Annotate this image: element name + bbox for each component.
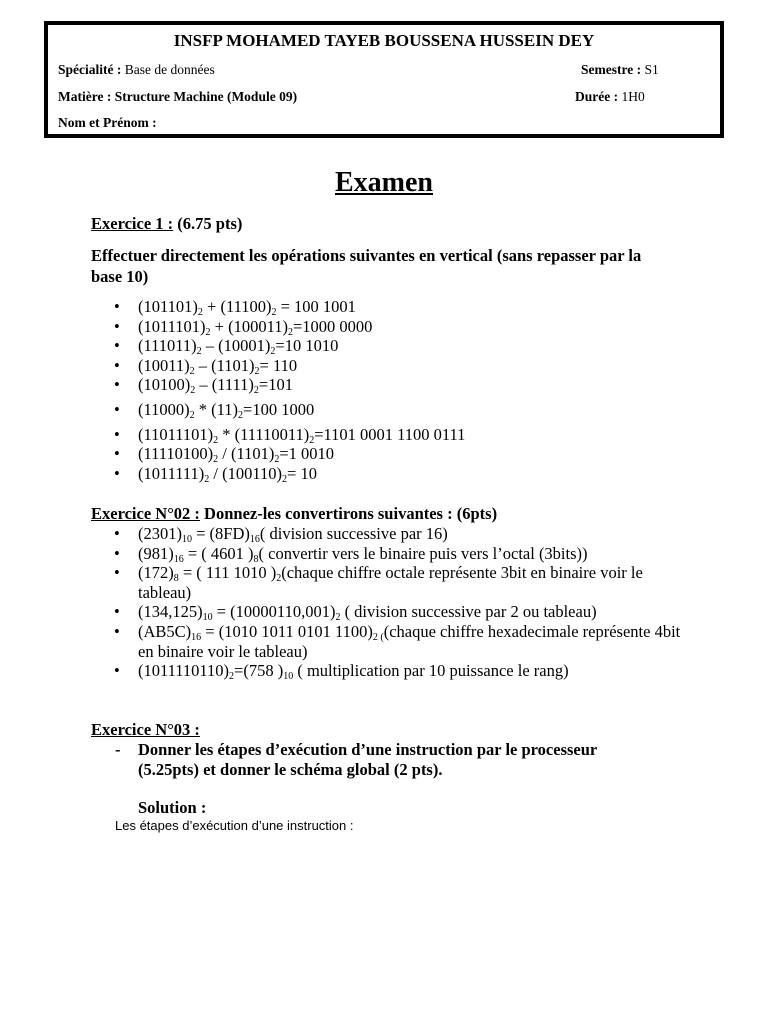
exercise-3-label: Exercice N°03 : xyxy=(91,720,200,739)
expression-part: – (1101) xyxy=(194,355,255,375)
expression-part: =101 xyxy=(258,375,293,395)
expression-part: (chaque chiffre octale représente 3bit en binaire voir le tableau) xyxy=(138,563,643,602)
exercise-1-points: (6.75 pts) xyxy=(173,214,243,233)
base-subscript: 8 xyxy=(253,553,259,565)
expression-part: (1011110110) xyxy=(138,661,230,681)
semestre-line xyxy=(581,62,659,78)
expression-part: – (10001) xyxy=(201,336,271,356)
expression-part: = 110 xyxy=(259,355,298,375)
expression-part: (chaque chiffre hexadecimale représente 4bit en binaire voir le tableau) xyxy=(138,621,681,661)
base-subscript: 2 xyxy=(189,409,195,421)
base-subscript: 16 xyxy=(173,553,184,565)
semestre-value: S1 xyxy=(641,62,659,77)
expression-part: (11110100) xyxy=(138,444,214,464)
base-subscript: 2 xyxy=(190,385,196,397)
semestre-label: Semestre : xyxy=(581,62,642,77)
expression-part: =1101 0001 1100 0111 xyxy=(314,424,466,444)
list-item xyxy=(91,336,691,356)
exercise-1-label: Exercice 1 : xyxy=(91,214,174,233)
expression-part: (134,125) xyxy=(138,602,203,622)
expression-part: = 10 xyxy=(287,463,317,483)
expression-part: = (1010 1011 0101 1100) xyxy=(201,621,373,641)
expression-part: (AB5C) xyxy=(138,621,192,641)
expression-part: ( multiplication par 10 puissance le rang) xyxy=(293,661,569,681)
expression-part: =(758 ) xyxy=(234,661,284,681)
duree-label: Durée : xyxy=(575,89,619,104)
expression-part: (1011101) xyxy=(138,316,206,336)
base-subscript: 16 xyxy=(191,631,202,643)
expression-part: (2301) xyxy=(138,524,182,543)
base-subscript: 2 xyxy=(274,454,280,466)
solution-label: Solution : xyxy=(138,798,207,817)
base-subscript: 2 xyxy=(189,365,195,377)
expression-part: + (100011) xyxy=(210,316,288,336)
expression-part: (10011) xyxy=(138,355,190,375)
list-item xyxy=(91,297,691,317)
expression-part: ( convertir vers le binaire puis vers l’octal (3bits)) xyxy=(258,543,588,563)
specialite-label: Spécialité : xyxy=(58,62,122,77)
list-item xyxy=(91,464,691,484)
expression-part: (11000) xyxy=(138,399,190,419)
list-item xyxy=(91,444,691,464)
base-subscript: 2 xyxy=(213,434,219,446)
exercise-1-instruction: Effectuer directement les opérations suivantes en vertical (sans repasser par la base 10) xyxy=(91,246,642,286)
specialite-value: Base de données xyxy=(121,62,215,77)
exercise-2-title xyxy=(91,504,497,524)
exercise-3-question-text: Donner les étapes d’exécution d’une instruction par le processeur (5.25pts) et donner le schéma global (2 pts). xyxy=(138,740,597,779)
expression-part: – (1111) xyxy=(195,375,254,395)
base-subscript: 2 xyxy=(271,307,277,318)
nom-line xyxy=(58,115,157,131)
exercise-2-rest: Donnez-les convertirons suivantes : (6pts) xyxy=(199,504,498,523)
exercise-2-list xyxy=(91,524,691,681)
expression-part: = ( 111 1010 ) xyxy=(178,563,277,583)
list-item xyxy=(91,524,691,544)
expression-part: (111011) xyxy=(138,336,197,356)
exercise-1-list xyxy=(91,297,691,483)
base-subscript: 10 xyxy=(283,671,294,683)
base-subscript: 10 xyxy=(182,534,192,545)
exercise-2-label: Exercice N°02 : xyxy=(91,504,200,523)
expression-part: =1 0010 xyxy=(279,444,335,464)
list-item xyxy=(91,400,691,420)
base-subscript: 2 xyxy=(197,307,203,318)
base-subscript: 2 xyxy=(196,346,202,358)
base-subscript: 2 xyxy=(282,473,288,485)
expression-part: * (11110011) xyxy=(218,424,310,444)
expression-part: (101101) xyxy=(138,297,198,316)
dash-bullet: - xyxy=(115,740,121,759)
expression-part: (172) xyxy=(138,563,174,583)
base-subscript: 2 xyxy=(270,346,276,358)
expression-part: = ( 4601 ) xyxy=(183,543,254,563)
matiere-line xyxy=(58,89,297,105)
expression-part: = (10000110,001) xyxy=(212,602,336,622)
list-item xyxy=(91,602,691,622)
list-item xyxy=(91,661,691,681)
list-item xyxy=(91,425,691,445)
expression-part: / (1101) xyxy=(218,444,275,464)
expression-part: = 100 1001 xyxy=(276,297,356,316)
base-subscript: 2 xyxy=(287,326,293,338)
expression-part: (1011111) xyxy=(138,463,205,483)
expression-part: * (11) xyxy=(194,399,239,419)
duree-line xyxy=(575,89,645,105)
nom-label: Nom et Prénom : xyxy=(58,115,157,130)
expression-part: = (8FD) xyxy=(192,524,250,543)
page-title: Examen xyxy=(335,167,433,198)
expression-part: (981) xyxy=(138,543,174,563)
base-subscript: 2 ( xyxy=(372,631,384,643)
expression-part: / (100110) xyxy=(209,463,283,483)
base-subscript: 2 xyxy=(238,409,244,421)
list-item xyxy=(91,622,691,661)
exercise-3-title xyxy=(91,720,200,740)
expression-part: ( division successive par 2 ou tableau) xyxy=(340,602,597,622)
expression-part: =100 1000 xyxy=(243,399,315,419)
base-subscript: 2 xyxy=(253,385,259,397)
base-subscript: 2 xyxy=(254,365,260,377)
base-subscript: 2 xyxy=(229,671,235,683)
expression-part: + (11100) xyxy=(202,297,272,316)
etapes-text: Les étapes d’exécution d’une instruction : xyxy=(115,818,354,833)
expression-part: =1000 0000 xyxy=(292,316,373,336)
expression-part: =10 1010 xyxy=(275,336,339,356)
list-item xyxy=(91,544,691,564)
list-item xyxy=(91,356,691,376)
base-subscript: 2 xyxy=(204,473,210,485)
list-item xyxy=(91,375,691,395)
institution-name: INSFP MOHAMED TAYEB BOUSSENA HUSSEIN DEY xyxy=(173,31,595,50)
specialite-line xyxy=(58,62,215,78)
base-subscript: 10 xyxy=(202,612,213,624)
matiere-label: Matière : Structure Machine (Module 09) xyxy=(58,89,298,104)
expression-part: (10100) xyxy=(138,375,191,395)
list-item xyxy=(91,563,691,602)
duree-value: 1H0 xyxy=(618,89,645,104)
base-subscript: 2 xyxy=(213,454,219,466)
base-subscript: 16 xyxy=(249,534,260,545)
exercise-1-title xyxy=(91,214,242,234)
base-subscript: 8 xyxy=(173,573,179,585)
base-subscript: 2 xyxy=(205,326,211,338)
base-subscript: 2 xyxy=(276,573,282,585)
exercise-3-question xyxy=(115,740,655,780)
header-box xyxy=(44,21,724,138)
expression-part: (11011101) xyxy=(138,424,214,444)
expression-part: ( division successive par 16) xyxy=(259,524,448,543)
list-item xyxy=(91,317,691,337)
base-subscript: 2 xyxy=(309,434,315,446)
base-subscript: 2 xyxy=(335,612,341,624)
